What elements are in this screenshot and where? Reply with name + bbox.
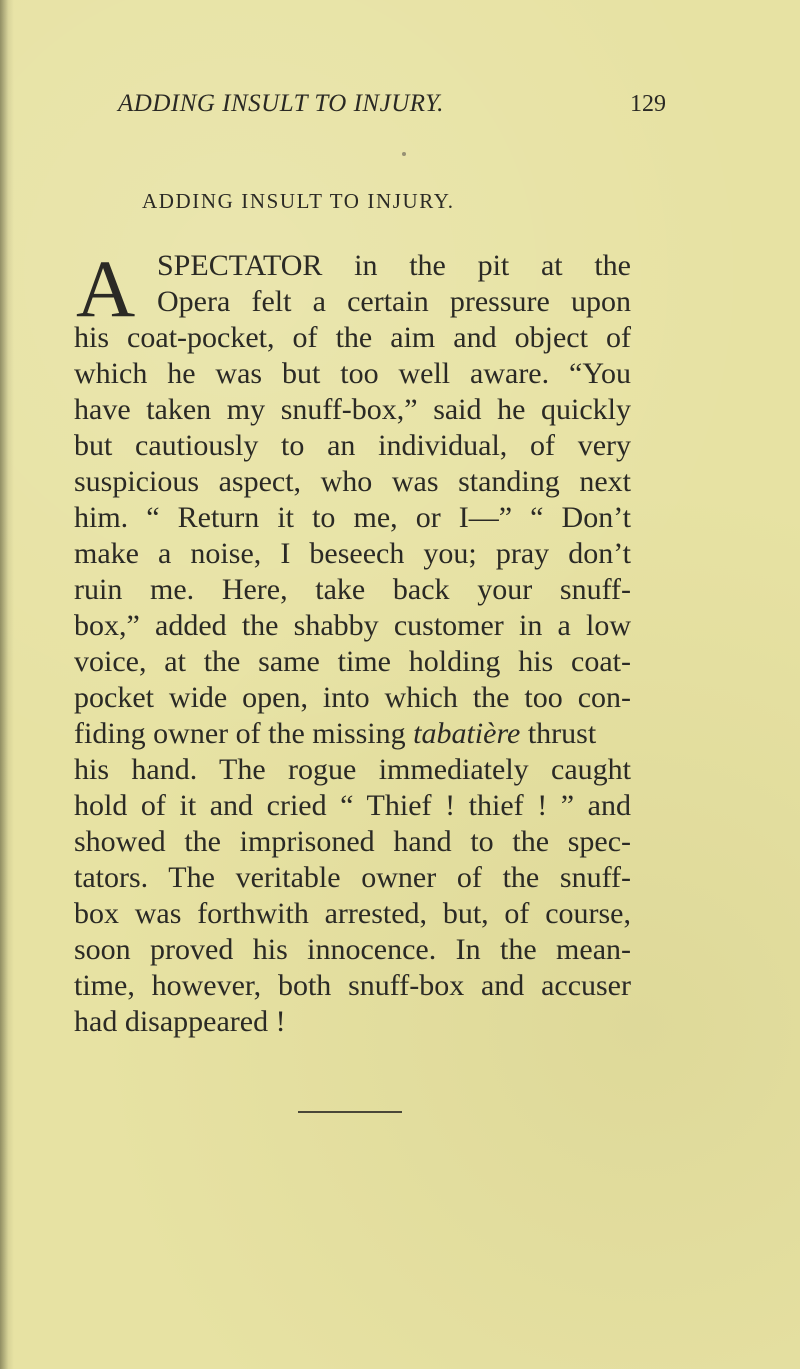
- drop-cap-letter: A: [76, 243, 136, 334]
- body-line-16: hold of it and cried “ Thief ! thief ! ” and: [74, 789, 631, 822]
- page-number: 129: [630, 91, 666, 117]
- body-line-17: showed the imprisoned hand to the spec-: [74, 825, 631, 858]
- body-line-12: voice, at the same time holding his coat-: [74, 645, 631, 678]
- page-spine-shadow: [0, 0, 14, 1369]
- body-line-6: but cautiously to an individual, of very: [74, 429, 631, 462]
- body-line-18: tators. The veritable owner of the snuff-: [74, 861, 631, 894]
- body-line-15: his hand. The rogue immediately caught: [74, 753, 631, 786]
- end-rule: [298, 1111, 402, 1113]
- body-line-19: box was forthwith arrested, but, of course,: [74, 897, 631, 930]
- body-line-22: had disappeared !: [74, 1005, 286, 1038]
- body-line-5: have taken my snuff-box,” said he quickly: [74, 393, 631, 426]
- body-line-21: time, however, both snuff-box and accuser: [74, 969, 631, 1002]
- running-head: [118, 90, 666, 126]
- body-line-20: soon proved his innocence. In the mean-: [74, 933, 631, 966]
- body-line-3: his coat-pocket, of the aim and object of: [74, 321, 631, 354]
- ornament-dot: [402, 152, 406, 156]
- body-line-11: box,” added the shabby customer in a low: [74, 609, 631, 642]
- body-line-1: SPECTATOR in the pit at the: [157, 249, 631, 282]
- body-line-7: suspicious aspect, who was standing next: [74, 465, 631, 498]
- body-line-4: which he was but too well aware. “You: [74, 357, 631, 390]
- body-line-14-prefix: fiding owner of the missing: [74, 717, 406, 750]
- body-line-10: ruin me. Here, take back your snuff-: [74, 573, 631, 606]
- running-title: ADDING INSULT TO INJURY.: [118, 90, 444, 117]
- body-line-2: Opera felt a certain pressure upon: [157, 285, 631, 318]
- body-line-8: him. “ Return it to me, or I—” “ Don’t: [74, 501, 631, 534]
- body-line-9: make a noise, I beseech you; pray don’t: [74, 537, 631, 570]
- body-line-14-suffix: thrust: [527, 717, 597, 750]
- article-title: ADDING INSULT TO INJURY.: [142, 189, 455, 213]
- body-line-14: [74, 717, 631, 751]
- body-line-14-italic-term: tabatière: [413, 717, 521, 750]
- body-line-13: pocket wide open, into which the too con-: [74, 681, 631, 714]
